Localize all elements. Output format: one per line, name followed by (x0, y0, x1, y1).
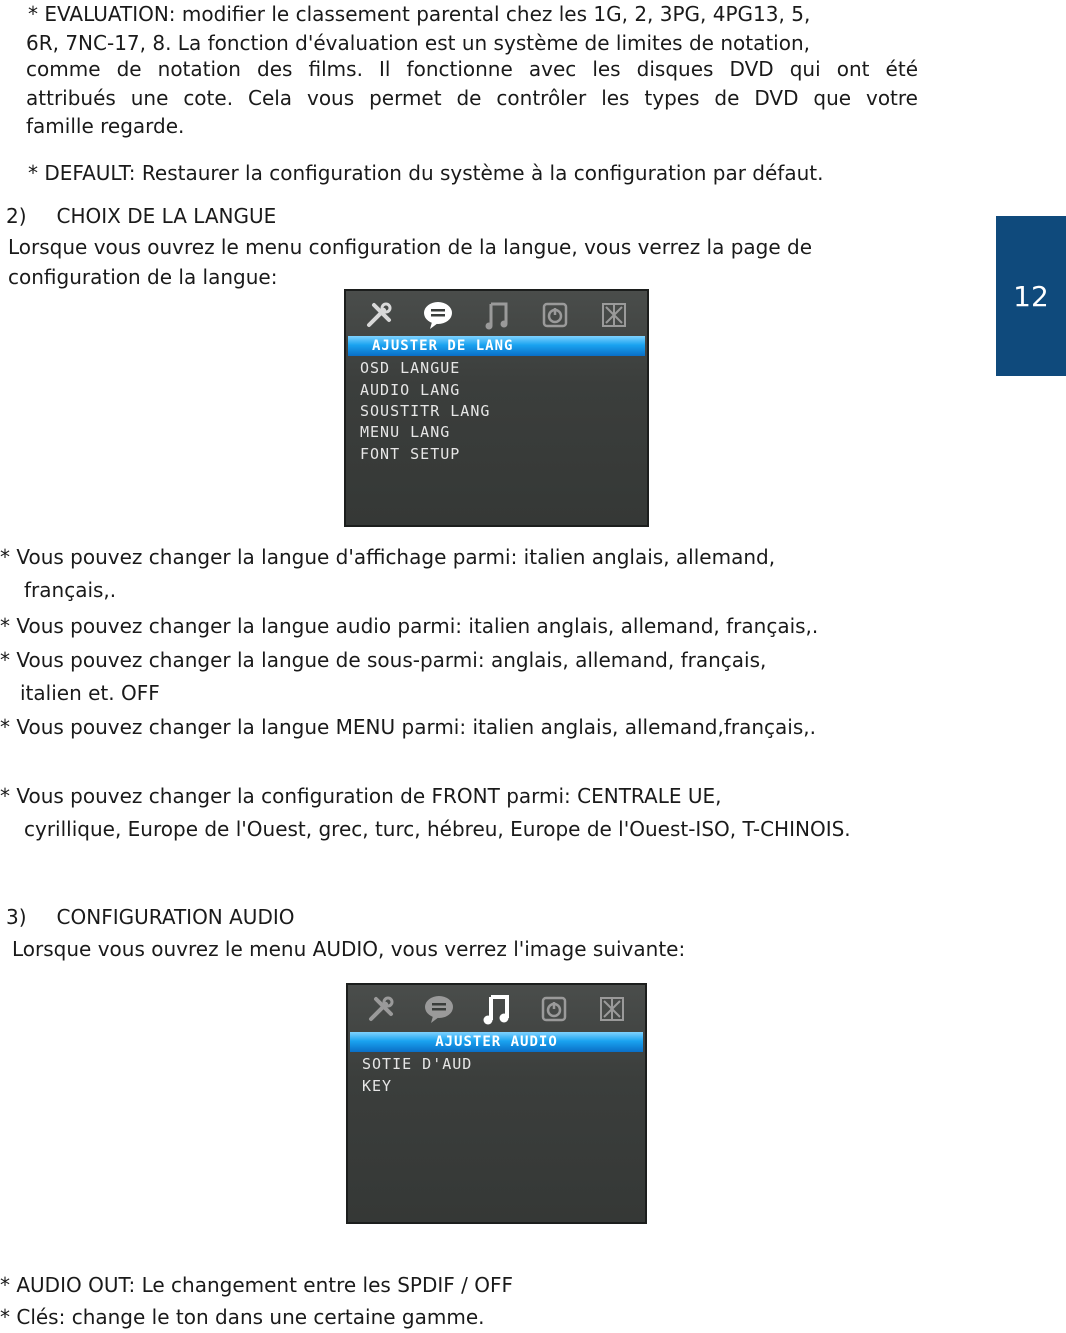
menu-item-menu-lang[interactable]: MENU LANG (360, 423, 451, 441)
section-2-number: 2) (6, 204, 27, 228)
menu-item-osd-langue[interactable]: OSD LANGUE (360, 359, 461, 377)
speaker-icon (597, 298, 631, 332)
osd-icon-row (356, 991, 637, 1027)
evaluation-line-1: * EVALUATION: modifier le classement parental chez les 1G, 2, 3PG, 4PG13, 5, (28, 2, 811, 26)
tools-icon (364, 992, 398, 1026)
evaluation-line-2: 6R, 7NC-17, 8. La fonction d'évaluation est un système de limites de notation, (26, 31, 810, 55)
bullet-front-2: cyrillique, Europe de l'Ouest, grec, turc, hébreu, Europe de l'Ouest-ISO, T-CHINOIS. (24, 817, 851, 841)
menu-item-key[interactable]: KEY (362, 1077, 393, 1095)
bullet-front-1: * Vous pouvez changer la configuration de FRONT parmi: CENTRALE UE, (0, 784, 722, 808)
music-note-icon (480, 992, 514, 1026)
section-3-number: 3) (6, 905, 27, 929)
speaker-icon (595, 992, 629, 1026)
bullet-display-lang-2: français,. (24, 578, 117, 602)
speech-bubble-icon (422, 992, 456, 1026)
evaluation-line-3: comme de notation des films. Il fonctionne avec les disques DVD qui ont été (26, 57, 918, 81)
bullet-menu-lang: * Vous pouvez changer la langue MENU parmi: italien anglais, allemand,français,. (0, 715, 816, 739)
default-line: * DEFAULT: Restaurer la configuration du système à la configuration par défaut. (28, 161, 824, 185)
highlighted-menu-item[interactable]: AJUSTER DE LANG (348, 336, 645, 356)
menu-item-sotie-daud[interactable]: SOTIE D'AUD (362, 1055, 473, 1073)
power-icon (537, 992, 571, 1026)
page-number: 12 (1013, 279, 1049, 313)
page-number-tab (996, 216, 1066, 376)
section-2-intro-1: Lorsque vous ouvrez le menu configuration de la langue, vous verrez la page de (8, 235, 813, 259)
evaluation-line-5: famille regarde. (26, 114, 185, 138)
audio-setup-screen (346, 983, 647, 1224)
bullet-audio-out: * AUDIO OUT: Le changement entre les SPDIF / OFF (0, 1273, 513, 1297)
section-2-heading (6, 202, 276, 231)
osd-icon-row (354, 297, 639, 333)
section-2-intro-2: configuration de la langue: (8, 265, 278, 289)
section-3-intro: Lorsque vous ouvrez le menu AUDIO, vous verrez l'image suivante: (12, 937, 686, 961)
evaluation-line-4: attribués une cote. Cela vous permet de contrôler les types de DVD que votre (26, 86, 918, 110)
section-3-title: CONFIGURATION AUDIO (56, 905, 295, 929)
bullet-keys: * Clés: change le ton dans une certaine gamme. (0, 1305, 485, 1329)
menu-item-font-setup[interactable]: FONT SETUP (360, 445, 461, 463)
menu-item-audio-lang[interactable]: AUDIO LANG (360, 381, 461, 399)
section-2-title: CHOIX DE LA LANGUE (56, 204, 277, 228)
music-note-icon (480, 298, 514, 332)
bullet-subtitle-lang-2: italien et. OFF (20, 681, 160, 705)
section-3-heading (6, 903, 295, 932)
speech-bubble-icon (421, 298, 455, 332)
menu-item-soustitr-lang[interactable]: SOUSTITR LANG (360, 402, 491, 420)
bullet-display-lang-1: * Vous pouvez changer la langue d'affichage parmi: italien anglais, allemand, (0, 545, 776, 569)
highlighted-menu-item[interactable]: AJUSTER AUDIO (350, 1032, 643, 1052)
power-icon (538, 298, 572, 332)
tools-icon (362, 298, 396, 332)
bullet-audio-lang: * Vous pouvez changer la langue audio parmi: italien anglais, allemand, français,. (0, 614, 819, 638)
bullet-subtitle-lang-1: * Vous pouvez changer la langue de sous-parmi: anglais, allemand, français, (0, 648, 767, 672)
language-setup-screen (344, 289, 649, 527)
